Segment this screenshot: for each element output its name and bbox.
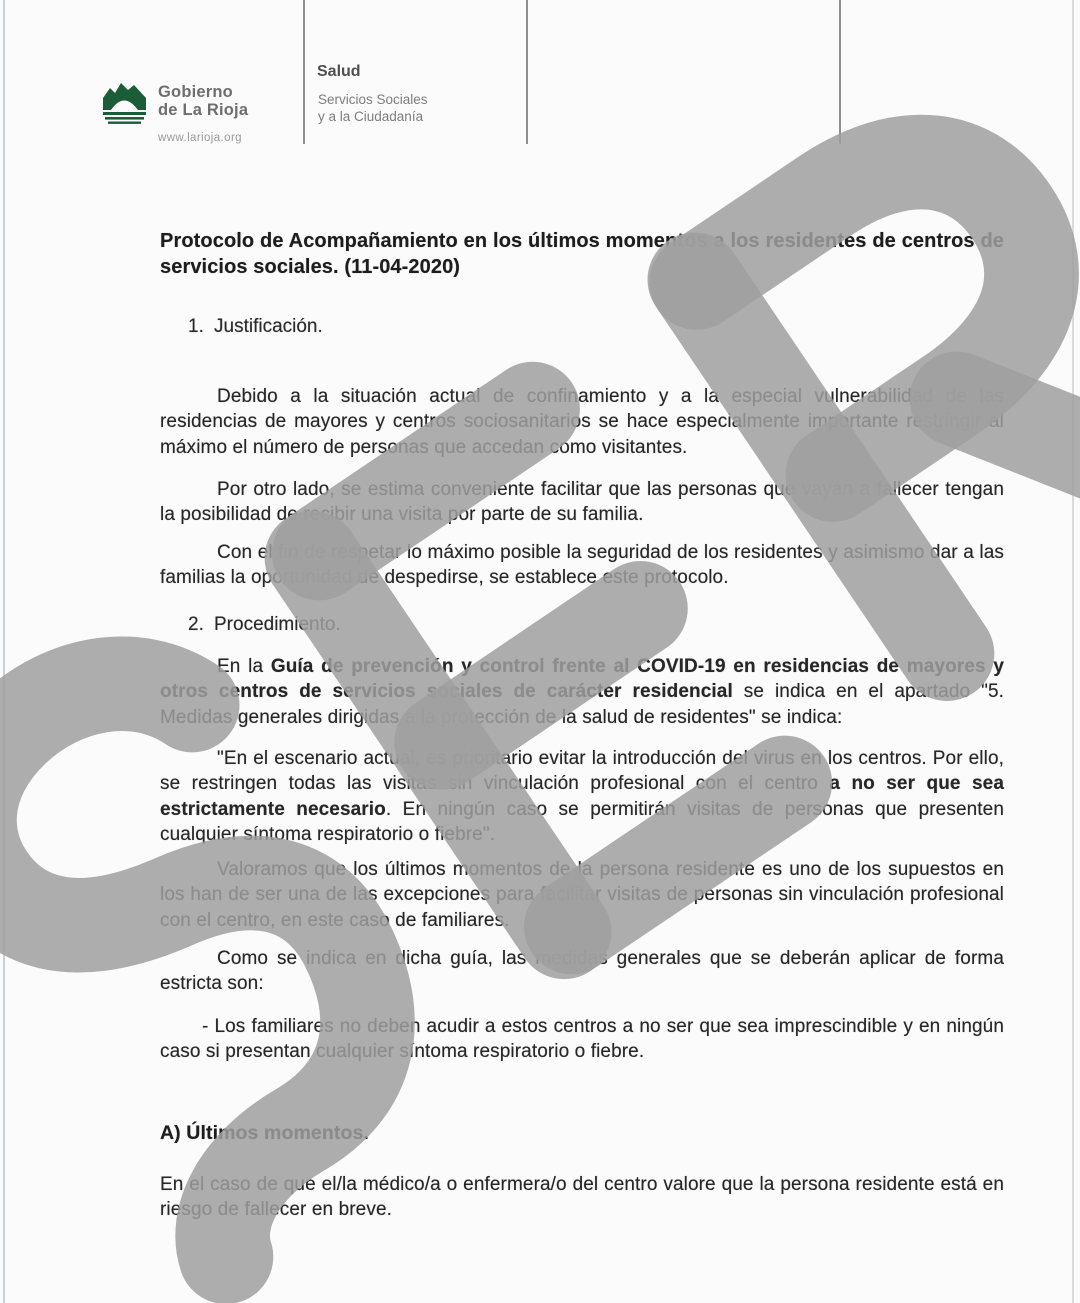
paragraph-guia-bold-title: Guía de prevención y control frente al COVID-19 en residencias de mayores y otros centros de servicios sociales de carácter residencial	[160, 656, 1004, 703]
heading-ultimos-momentos: A) Últimos momentos.	[160, 1122, 369, 1144]
bullet-familiares: - Los familiares no deben acudir a estos centros a no ser que sea imprescindible y en ningún caso si presentan cualquier síntoma respiratorio o fiebre.	[160, 1016, 1004, 1063]
department-subtitle-line1: Servicios Sociales	[318, 92, 428, 107]
brand-name-line1: Gobierno	[158, 83, 233, 101]
section-2-heading	[188, 614, 341, 636]
page-edge-left	[3, 0, 5, 1303]
paragraph-guia-referencia	[160, 654, 1004, 730]
paragraph-cita-post: . En ningún caso se permitirán visitas de personas que presenten cualquier síntoma respiratorio o fiebre".	[160, 798, 1004, 845]
paragraph-valoramos: Valoramos que los últimos momentos de la persona residente es uno de los supuestos en los han de ser una de las excepciones para facilitar visitas de personas sin vinculación profesional con el centro, en este caso de familiares.	[160, 859, 1004, 931]
department-title: Salud	[317, 63, 361, 80]
gobierno-la-rioja-logo-icon	[101, 78, 148, 126]
paragraph-justificacion-3: Con el fin de respetar lo máximo posible la seguridad de los residentes y asimismo dar a las familias la oportunidad de despedirse, se establece este protocolo.	[160, 542, 1004, 589]
section-1-label: Justificación.	[214, 316, 323, 337]
paragraph-caso-medico: En el caso de que el/la médico/a o enfermera/o del centro valore que la persona residente está en riesgo de fallecer en breve.	[160, 1174, 1004, 1221]
brand-name-line2: de La Rioja	[158, 100, 249, 119]
section-1-number: 1.	[188, 316, 204, 337]
section-2-number: 2.	[188, 614, 204, 635]
header-divider-3	[839, 0, 841, 144]
page-edge-right	[1072, 0, 1074, 1303]
paragraph-medidas-generales: Como se indica en dicha guía, las medidas generales que se deberán aplicar de forma estricta son:	[160, 948, 1004, 995]
document-title-line1: Protocolo de Acompañamiento en los últimos momentos a los residentes de centros de	[160, 230, 1004, 252]
department-subtitle-line2: y a la Ciudadanía	[318, 108, 424, 124]
department-subtitle	[318, 92, 428, 125]
paragraph-cita-pre: "En el escenario actual, es prioritario evitar la introducción del virus en los centros. Por ello, se restringen todas las visitas sin vinculación profesional con el centro	[160, 748, 1004, 795]
section-2-label: Procedimiento.	[214, 614, 341, 635]
section-1-heading	[188, 316, 323, 338]
paragraph-guia-post: se indica en el apartado "5. Medidas generales dirigidas a la protección de la salud de residentes" se indica:	[160, 681, 1004, 728]
paragraph-justificacion-2: Por otro lado, se estima conveniente facilitar que las personas que vayan a fallecer tengan la posibilidad de recibir una visita por parte de su familia.	[160, 479, 1004, 526]
header-divider-2	[526, 0, 528, 144]
paragraph-cita-guia	[160, 746, 1004, 847]
document-title-line2: servicios sociales. (11-04-2020)	[160, 256, 461, 278]
brand-name	[158, 84, 248, 119]
brand-url: www.larioja.org	[158, 132, 242, 144]
paragraph-cita-bold: a no ser que sea estrictamente necesario	[160, 773, 1004, 820]
header-divider-1	[303, 0, 305, 144]
paragraph-justificacion-1: Debido a la situación actual de confinamiento y a la especial vulnerabilidad de las residencias de mayores y centros sociosanitarios se hace especialmente importante restringir al máximo el número de personas que accedan como visitantes.	[160, 386, 1004, 458]
paragraph-guia-pre: En la	[217, 656, 271, 677]
document-title	[160, 228, 1004, 280]
